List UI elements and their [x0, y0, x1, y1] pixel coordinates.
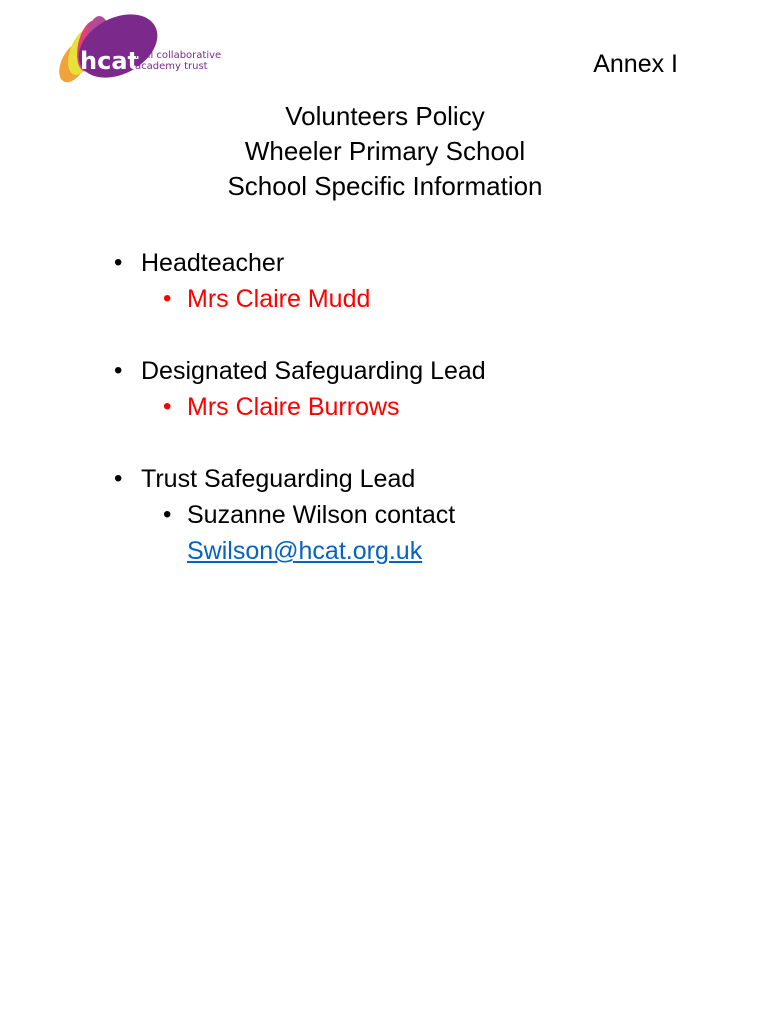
logo-subtitle-line1: hull collaborative: [135, 50, 222, 61]
trust-sublist: [141, 497, 714, 569]
dsl-section: [114, 353, 714, 425]
annex-label: Annex I: [593, 50, 678, 78]
hcat-logo: [38, 4, 228, 94]
dsl-sublist: [141, 389, 714, 425]
email-link[interactable]: Swilson@hcat.org.uk: [187, 537, 423, 565]
headteacher-name: • Mrs Claire Mudd: [141, 281, 714, 317]
trust-safeguarding-section: [114, 461, 714, 569]
dsl-name: • Mrs Claire Burrows: [141, 389, 714, 425]
contacts-list: [114, 245, 714, 605]
headteacher-sublist: [141, 281, 714, 317]
title-line-1: Volunteers Policy: [285, 101, 485, 131]
title-line-3: School Specific Information: [227, 171, 543, 201]
section-heading-headteacher: Headteacher: [141, 249, 285, 277]
title-line-2: Wheeler Primary School: [244, 136, 526, 166]
section-heading-dsl: Designated Safeguarding Lead: [141, 357, 486, 385]
logo-subtitle-line2: academy trust: [135, 61, 208, 72]
document-title: [0, 99, 770, 204]
headteacher-section: [114, 245, 714, 317]
trust-lead-item: [141, 497, 714, 569]
hcat-logo-icon: [38, 4, 228, 94]
logo-wordmark: hcat: [80, 47, 139, 75]
trust-lead-name: Suzanne Wilson contact: [187, 501, 456, 529]
section-heading-trust: Trust Safeguarding Lead: [141, 465, 416, 493]
